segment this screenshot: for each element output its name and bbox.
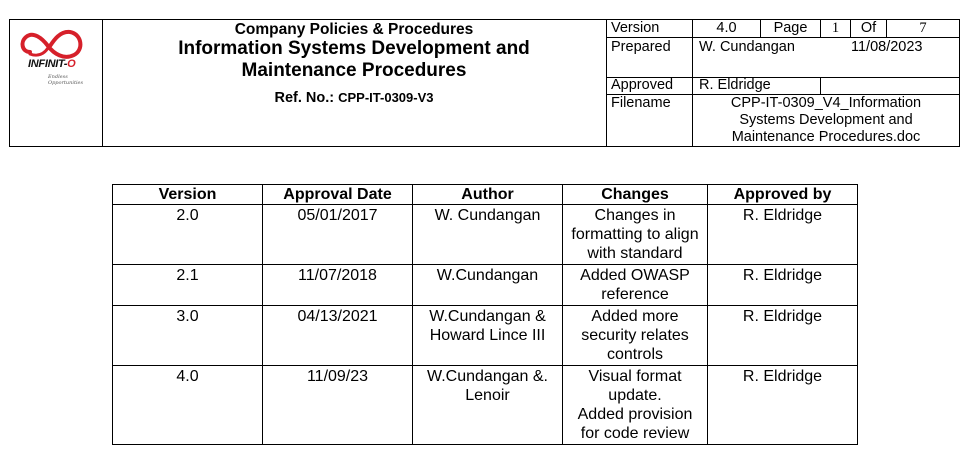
- changes-line: for code review: [580, 425, 690, 442]
- title-line-2: Maintenance Procedures: [241, 60, 467, 81]
- changes-line: Visual format: [588, 368, 682, 385]
- title-cell: [102, 20, 607, 146]
- version-value: 4.0: [716, 20, 737, 36]
- author-cell: [413, 205, 563, 265]
- approved-by-cell: R. Eldridge: [708, 306, 858, 366]
- company-line: Company Policies & Procedures: [234, 21, 474, 38]
- table-row: [113, 265, 858, 306]
- author-line: Lenoir: [465, 387, 510, 404]
- prepared-label: Prepared: [611, 39, 671, 55]
- filename-line: Maintenance Procedures.doc: [731, 129, 921, 145]
- date-cell: 05/01/2017: [263, 205, 413, 265]
- author-line: W.Cundangan &: [429, 308, 546, 325]
- date-cell: 11/09/23: [263, 366, 413, 445]
- logo-wordmark: INFINIT-O: [28, 58, 76, 70]
- approved-by: R. Eldridge: [699, 77, 771, 93]
- changes-line: reference: [601, 286, 669, 303]
- page-count: 7: [919, 20, 927, 36]
- prepared-by: W. Cundangan: [699, 39, 795, 55]
- prepared-date: 11/08/2023: [851, 39, 923, 55]
- changes-cell: [563, 366, 708, 445]
- page-number: 1: [831, 20, 840, 36]
- changes-cell: [563, 265, 708, 306]
- infinity-logo-icon: [18, 28, 88, 62]
- column-header-author: Author: [413, 185, 563, 205]
- title-line-1: Information Systems Development and: [178, 38, 530, 59]
- filename-line: CPP-IT-0309_V4_Information: [730, 95, 922, 111]
- version-cell: 4.0: [113, 366, 263, 445]
- author-cell: [413, 366, 563, 445]
- author-cell: [413, 306, 563, 366]
- version-cell: 2.1: [113, 265, 263, 306]
- column-header-changes: Changes: [563, 185, 708, 205]
- changes-cell: [563, 205, 708, 265]
- approved-by-cell: R. Eldridge: [708, 205, 858, 265]
- logo-tagline: Endless Opportunities: [48, 74, 84, 86]
- changes-line: controls: [606, 346, 664, 363]
- date-cell: 04/13/2021: [263, 306, 413, 366]
- document-meta: [607, 20, 959, 146]
- approved-by-cell: R. Eldridge: [708, 265, 858, 306]
- author-line: W. Cundangan: [434, 207, 541, 224]
- column-header-approved-by: Approved by: [708, 185, 858, 205]
- date-cell: 11/07/2018: [263, 265, 413, 306]
- changes-line: formatting to align: [571, 226, 699, 243]
- filename-label: Filename: [611, 95, 671, 111]
- author-line: W.Cundangan &.: [427, 368, 548, 385]
- changes-line: with standard: [587, 245, 683, 262]
- changes-line: Changes in: [594, 207, 676, 224]
- changes-line: update.: [608, 387, 662, 404]
- column-header-version: Version: [113, 185, 263, 205]
- approved-label: Approved: [611, 77, 674, 93]
- page-label: Page: [773, 20, 808, 36]
- table-row: [113, 205, 858, 265]
- version-cell: 3.0: [113, 306, 263, 366]
- author-line: Howard Lince III: [429, 327, 546, 344]
- reference-number: [102, 90, 606, 106]
- of-label: Of: [860, 20, 877, 36]
- table-row: [113, 306, 858, 366]
- changes-line: Added more: [591, 308, 679, 325]
- ref-value: CPP-IT-0309-V3: [338, 90, 434, 105]
- version-cell: 2.0: [113, 205, 263, 265]
- version-label: Version: [611, 20, 660, 36]
- table-header-row: [113, 185, 858, 205]
- author-line: W.Cundangan: [436, 267, 539, 284]
- changes-cell: [563, 306, 708, 366]
- revision-history-table: [112, 184, 858, 445]
- document-header: [9, 19, 960, 147]
- approved-by-cell: R. Eldridge: [708, 366, 858, 445]
- filename-value: [693, 95, 959, 146]
- changes-line: Added provision: [577, 406, 693, 423]
- logo-cell: [10, 20, 103, 146]
- column-header-approval-date: Approval Date: [263, 185, 413, 205]
- ref-label: Ref. No.:: [274, 90, 335, 106]
- author-cell: [413, 265, 563, 306]
- document-title: [102, 38, 606, 82]
- changes-line: security relates: [581, 327, 689, 344]
- table-row: [113, 366, 858, 445]
- changes-line: Added OWASP: [580, 267, 690, 284]
- filename-line: Systems Development and: [739, 112, 913, 128]
